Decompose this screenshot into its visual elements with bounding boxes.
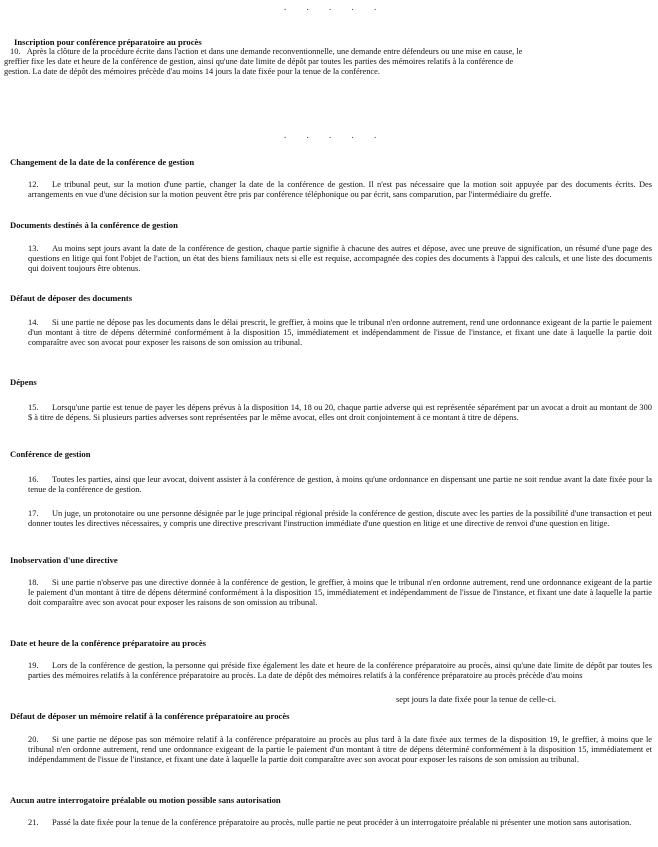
section-text: Si une partie ne dépose pas son mémoire relatif à la conférence préparatoire au procès au plus tard à la date fixée aux termes de la disposition 19, le greffier, à moins que le tribunal n'en ordonne autrement, rend une ordonnance exigeant de la partie le paiement d'un montant à titre de dépens déterminé conformément à la disposition 15, immédiatement et indépendamment de l'issue de l'instance, et fixant une date à laquelle la partie doit comparaître avec son avocat pour exposer les raisons de son omission au tribunal. (28, 735, 652, 765)
section-number: 18. (28, 578, 39, 587)
section-text: Au moins sept jours avant la date de la conférence de gestion, chaque partie signifie à chacune des autres et dépose, avec une preuve de signification, un résumé d'une page des questions en litige qui font l'objet de l'action, un état des biens familiaux nets si elle est requise, accompagnée des copies des documents à l'appui des calculs, et une liste des documents qui doivent toujours être obtenus. (28, 244, 652, 274)
section-heading: Date et heure de la conférence préparatoire au procès (10, 638, 207, 648)
section-text: Un juge, un protonotaire ou une personne désignée par le juge principal régional préside la conférence de gestion, discute avec les parties de la possibilité d'une transaction et peut donner toutes les directives nécessaires, y compris une directive prescrivant l'instruction immédiate d'une question en litige et une directive de renvoi d'une question en litige. (28, 509, 652, 529)
separator-mid: . . . . . (284, 130, 386, 140)
section-number: 16. (28, 475, 39, 484)
section-text: Si une partie ne dépose pas les documents dans le délai prescrit, le greffier, à moins que le tribunal n'en ordonne autrement, rend une ordonnance exigeant de la partie le paiement d'un montant à titre de dépens déterminé conformément à la disposition 15, immédiatement et indépendamment de l'issue de l'instance, et fixant une date à laquelle la partie doit comparaître avec son avocat pour exposer les raisons de son omission au tribunal. (28, 318, 652, 348)
intro-heading: Inscription pour conférence préparatoire au procès (14, 37, 202, 47)
section-19-tail: sept jours la date fixée pour la tenue de celle-ci. (396, 695, 556, 704)
section-paragraph (28, 509, 652, 529)
section-paragraph (28, 180, 652, 200)
section-text: Le tribunal peut, sur la motion d'une partie, changer la date de la conférence de gestion. Il n'est pas nécessaire que la motion soit appuyée par des documents écrits. Des arrangements en vue d'une décision sur la motion peuvent être pris par conférence téléphonique ou par écrit, sans comparution, par l'intermédiaire du greffe. (28, 180, 652, 200)
section-heading: Conférence de gestion (10, 449, 91, 459)
section-heading: Aucun autre interrogatoire préalable ou motion possible sans autorisation (10, 795, 281, 805)
section-paragraph (28, 578, 652, 609)
section-heading: Documents destinés à la conférence de gestion (10, 220, 178, 230)
section-number: 20. (28, 735, 39, 744)
section-paragraph (28, 403, 652, 423)
section-paragraph (28, 735, 652, 766)
intro-paragraph (4, 47, 538, 78)
section-number: 19. (28, 661, 39, 670)
section-paragraph (28, 818, 652, 828)
section-heading: Inobservation d'une directive (10, 555, 118, 565)
section-paragraph (28, 244, 652, 275)
section-number: 13. (28, 244, 39, 253)
section-heading: Changement de la date de la conférence de gestion (10, 157, 195, 167)
section-heading: Défaut de déposer des documents (10, 293, 133, 303)
section-number: 15. (28, 403, 39, 412)
section-text: Lors de la conférence de gestion, la personne qui préside fixe également les date et heure de la conférence préparatoire au procès, ainsi qu'une date limite de dépôt par toutes les parties des mémoires relatifs à la conférence préparatoire au procès. La date de dépôt des mémoires relatifs à la conférence préparatoire au procès précède d'au moins (28, 661, 652, 681)
section-paragraph (28, 318, 652, 349)
section-heading: Dépens (10, 377, 37, 387)
section-heading: Défaut de déposer un mémoire relatif à la conférence préparatoire au procès (10, 711, 290, 721)
section-number: 14. (28, 318, 39, 327)
section-paragraph (28, 661, 652, 681)
section-number: 12. (28, 180, 39, 189)
section-text: Toutes les parties, ainsi que leur avocat, doivent assister à la conférence de gestion, à moins qu'une ordonnance en dispensant une partie ne soit rendue avant la date fixée pour la tenue de la conférence de gestion. (28, 475, 652, 495)
section-text: Passé la date fixée pour la tenue de la conférence préparatoire au procès, nulle partie ne peut procéder à un interrogatoire préalable ni présenter une motion sans autorisation. (52, 818, 632, 827)
section-number: 17. (28, 509, 39, 518)
intro-text: Après la clôture de la procédure écrite dans l'action et dans une demande reconventionnelle, une demande entre défendeurs ou une mise en cause, le greffier fixe les date et heure de la conférence de gestion, ainsi qu'une date limite de dépôt par toutes les parties des mémoires relatifs à la conférence de gestion. La date de dépôt des mémoires précède d'au moins 14 jours la date fixée pour la tenue de la conférence. (4, 47, 523, 77)
section-text: Lorsqu'une partie est tenue de payer les dépens prévus à la disposition 14, 18 ou 20, chaque partie adverse qui est représentée séparément par un avocat a droit au montant de 300 $ à titre de dépens. Si plusieurs parties adverses sont représentées par le même avocat, elles ont droit conjointement à ce montant à titre de dépens. (28, 403, 652, 423)
section-number: 21. (28, 818, 39, 827)
intro-number: 10. (10, 47, 21, 56)
separator-top: . . . . . (284, 2, 386, 12)
section-text: Si une partie n'observe pas une directive donnée à la conférence de gestion, le greffier, à moins que le tribunal n'en ordonne autrement, rend une ordonnance exigeant de la partie le paiement d'un montant à titre de dépens déterminé conformément à la disposition 15, immédiatement et indépendamment de l'issue de l'instance, et fixant une date à laquelle la partie doit comparaître avec son avocat pour exposer les raisons de son omission au tribunal. (28, 578, 652, 608)
section-paragraph (28, 475, 652, 495)
